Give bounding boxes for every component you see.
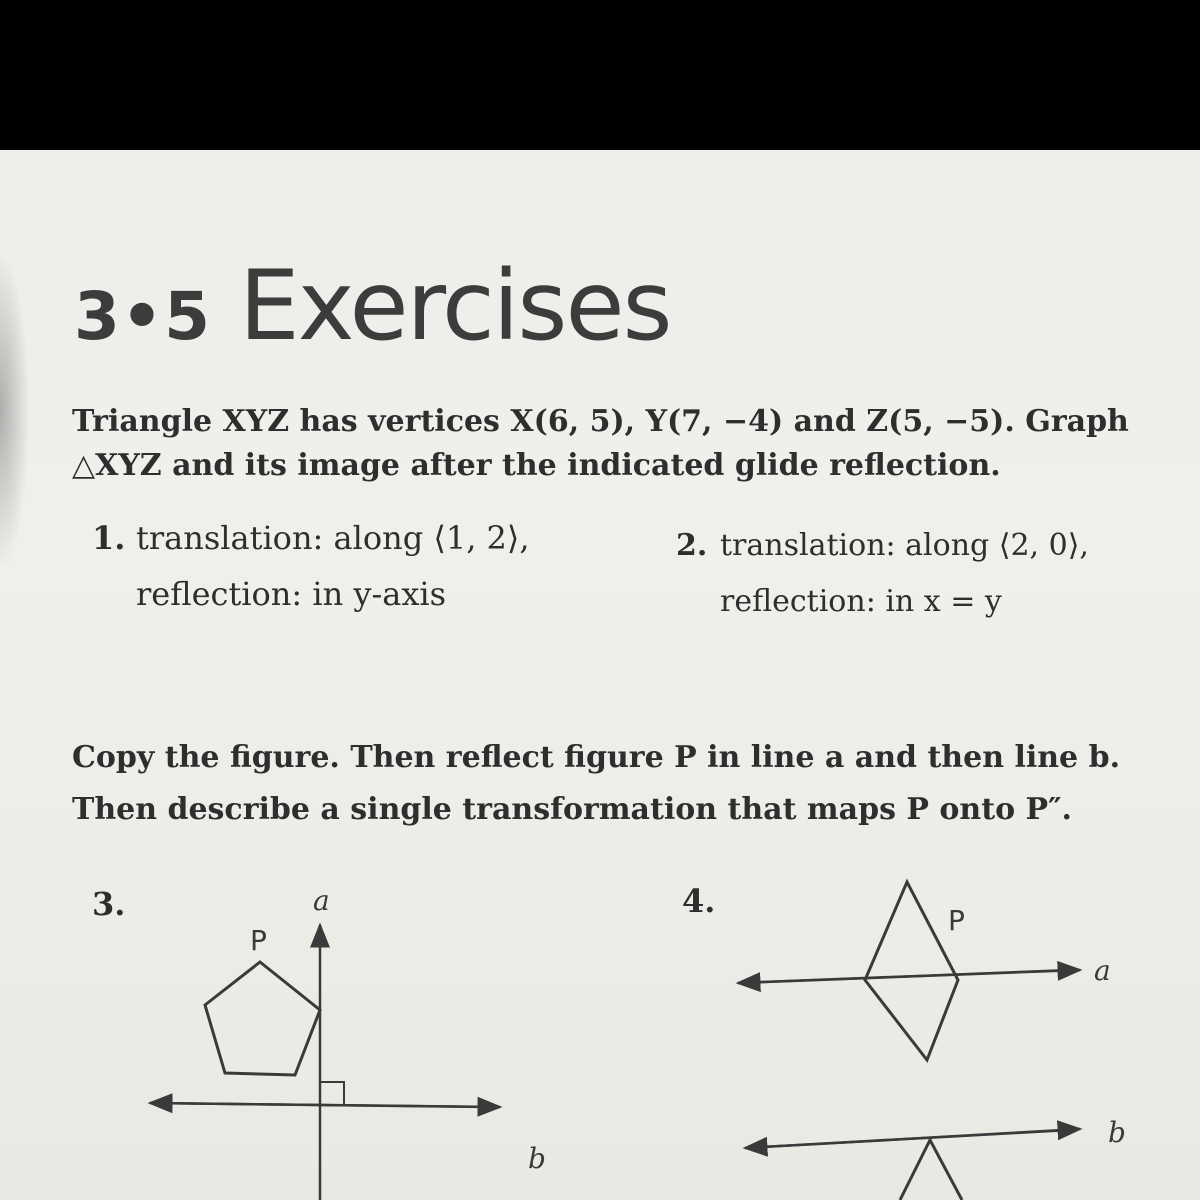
line-a-label: a	[1094, 954, 1111, 987]
figure-number: 3.	[92, 885, 126, 923]
textbook-page	[0, 150, 1200, 1200]
pentagon-p	[205, 962, 320, 1075]
instructions-line-1: Copy the figure. Then reflect figure P in line a and then line b.	[72, 740, 1121, 775]
line-a-label: a	[313, 884, 330, 917]
figure-4	[730, 870, 1170, 1200]
exercise-1	[92, 510, 530, 622]
exercise-translation: translation: along ⟨2, 0⟩,	[720, 528, 1089, 563]
exercise-number: 1.	[92, 519, 126, 557]
line-b-right	[745, 1129, 1080, 1148]
exercise-reflection: reflection: in y-axis	[136, 575, 447, 613]
instructions-line-2: △XYZ and its image after the indicated glide reflection.	[72, 448, 1001, 483]
section-title: Exercises	[239, 250, 671, 362]
exercise-2	[676, 518, 1089, 630]
section-number: 3•5	[74, 278, 212, 355]
figure-number: 4.	[682, 882, 716, 920]
line-b-label: b	[528, 1142, 546, 1175]
line-a-right	[738, 970, 1080, 983]
shape-label: P	[948, 904, 965, 937]
line-b-right	[150, 1103, 500, 1107]
partial-figure	[900, 1140, 962, 1200]
line-b-label: b	[1108, 1116, 1126, 1149]
figure-3	[130, 870, 570, 1200]
section-heading	[74, 250, 671, 362]
right-angle-marker	[320, 1082, 344, 1106]
kite-p	[865, 882, 958, 1060]
shape-label: P	[250, 924, 267, 957]
instructions-line-2: Then describe a single transformation that maps P onto P″.	[72, 792, 1072, 827]
instructions-glide-reflection	[72, 400, 1129, 488]
page-edge-shadow	[0, 250, 30, 570]
instructions-double-reflection	[72, 732, 1120, 836]
exercise-reflection: reflection: in x = y	[720, 584, 1002, 619]
instructions-line-1: Triangle XYZ has vertices X(6, 5), Y(7, −4) and Z(5, −5). Graph	[72, 404, 1129, 439]
exercise-number: 2.	[676, 528, 708, 563]
exercise-translation: translation: along ⟨1, 2⟩,	[136, 519, 530, 557]
